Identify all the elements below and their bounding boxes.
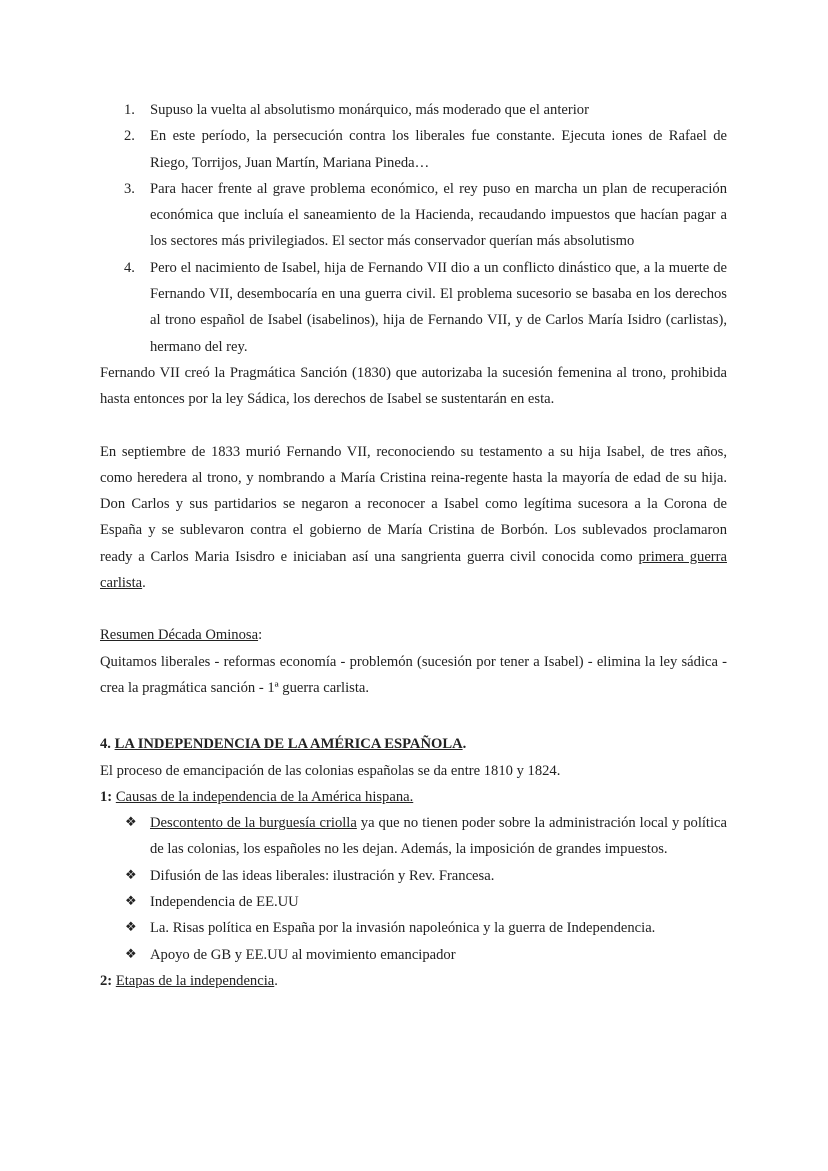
- numbered-list-fernando-vii: [100, 97, 727, 360]
- list-item-number: 4.: [124, 259, 135, 276]
- section-title: LA INDEPENDENCIA DE LA AMÉRICA ESPAÑOLA: [114, 736, 463, 753]
- list-item-text: Supuso la vuelta al absolutismo monárquico, más moderado que el anterior: [150, 102, 589, 118]
- primera-guerra-carlista-term: primera guerra carlista: [100, 548, 727, 592]
- list-item-text: En este período, la persecución contra los liberales fue constante. Ejecuta iones de Rafael de Riego, Torrijos, Juan Martín, Mariana Pineda…: [150, 128, 727, 171]
- paragraph-text: En septiembre de 1833 murió Fernando VII, reconociendo su testamento a su hija Isabel, de tres años, como heredera al trono, y nombrando a María Cristina reina-regente hasta la mayoría de edad de su hija. Don Carlos y sus partidarios se negaron a reconocer a Isabel como legítima sucesora a la Corona de España y se sublevaron contra el gobierno de María Cristina de Borbón. Los sublevados proclamaron ready a Carlos Maria Isisdro e iniciaban así una sangrienta guerra civil conocida como: [100, 443, 727, 565]
- list-item: [100, 123, 727, 176]
- spacer: [100, 701, 727, 727]
- document-body: [100, 97, 727, 994]
- etapas-dot: .: [274, 972, 278, 989]
- etapas-heading: [100, 968, 727, 994]
- diamond-bullet-icon: ❖: [125, 894, 137, 910]
- list-item-text: Difusión de las ideas liberales: ilustración y Rev. Francesa.: [150, 867, 495, 884]
- list-item-number: 3.: [124, 180, 135, 197]
- section-number: 4.: [100, 736, 115, 753]
- list-item-text: La. Risas política en España por la invasión napoleónica y la guerra de Independencia.: [150, 920, 656, 937]
- diamond-bullet-icon: ❖: [125, 920, 137, 936]
- resumen-text: Quitamos liberales - reformas economía - problemón (sucesión por tener a Isabel) - elimina la ley sádica - crea la pragmática sanción - 1ª guerra carlista.: [100, 653, 727, 696]
- list-item: [100, 810, 727, 863]
- diamond-bullet-icon: ❖: [125, 815, 137, 831]
- list-item: [100, 942, 727, 968]
- paragraph-pragmatica-sancion: Fernando VII creó la Pragmática Sanción (1830) que autorizaba la sucesión femenina al trono, prohibida hasta entonces por la ley Sádica, los derechos de Isabel se sustentarán en esta.: [100, 364, 727, 408]
- paragraph-end-dot: .: [142, 575, 146, 592]
- list-item-text: ya que no tienen poder sobre la administración local y política de las colonias, los españoles no les dejan. Además, la imposición de grandes impuestos.: [150, 815, 727, 858]
- paragraph-death-1833: [100, 439, 727, 597]
- list-item: [100, 255, 727, 360]
- list-item-number: 2.: [124, 128, 135, 145]
- resumen-colon: :: [258, 627, 263, 644]
- etapas-title: Etapas de la independencia: [115, 972, 275, 989]
- diamond-bullet-icon: ❖: [125, 946, 137, 962]
- spacer: [100, 596, 727, 622]
- list-item: [100, 97, 727, 123]
- list-item: [100, 176, 727, 255]
- list-item-number: 1.: [124, 102, 135, 118]
- causas-bullet-list: [100, 810, 727, 968]
- list-item: [100, 863, 727, 889]
- resumen-title: Resumen Década Ominosa: [100, 627, 259, 644]
- etapas-number: 2:: [100, 972, 116, 989]
- causas-title: Causas de la independencia de la América hispana.: [115, 788, 414, 805]
- spacer: [100, 413, 727, 439]
- section-4-intro: El proceso de emancipación de las colonias españolas se da entre 1810 y 1824.: [100, 762, 561, 779]
- list-item-text: Para hacer frente al grave problema económico, el rey puso en marcha un plan de recuperación económica que incluía el saneamiento de la Hacienda, recaudando impuestos que hacían pagar a los sectores más privilegiados. El sector más conservador querían más absolutismo: [150, 180, 727, 250]
- list-item-text: Pero el nacimiento de Isabel, hija de Fernando VII dio a un conflicto dinástico que, a la muerte de Fernando VII, desembocaría en una guerra civil. El problema sucesorio se basaba en los derechos al trono español de Isabel (isabelinos), hija de Fernando VII, y de Carlos María Isidro (carlistas), hermano del rey.: [150, 259, 727, 355]
- section-title-dot: .: [462, 736, 467, 753]
- causas-number: 1:: [100, 788, 116, 805]
- section-4-heading: [100, 731, 727, 757]
- list-item-text: Independencia de EE.UU: [150, 894, 299, 911]
- burguesia-criolla-term: Descontento de la burguesía criolla: [150, 815, 357, 832]
- causas-heading: [100, 784, 727, 810]
- list-item: [100, 889, 727, 915]
- list-item: [100, 915, 727, 941]
- list-item-text: Apoyo de GB y EE.UU al movimiento emancipador: [150, 946, 456, 963]
- resumen-heading: [100, 622, 727, 648]
- diamond-bullet-icon: ❖: [125, 867, 137, 883]
